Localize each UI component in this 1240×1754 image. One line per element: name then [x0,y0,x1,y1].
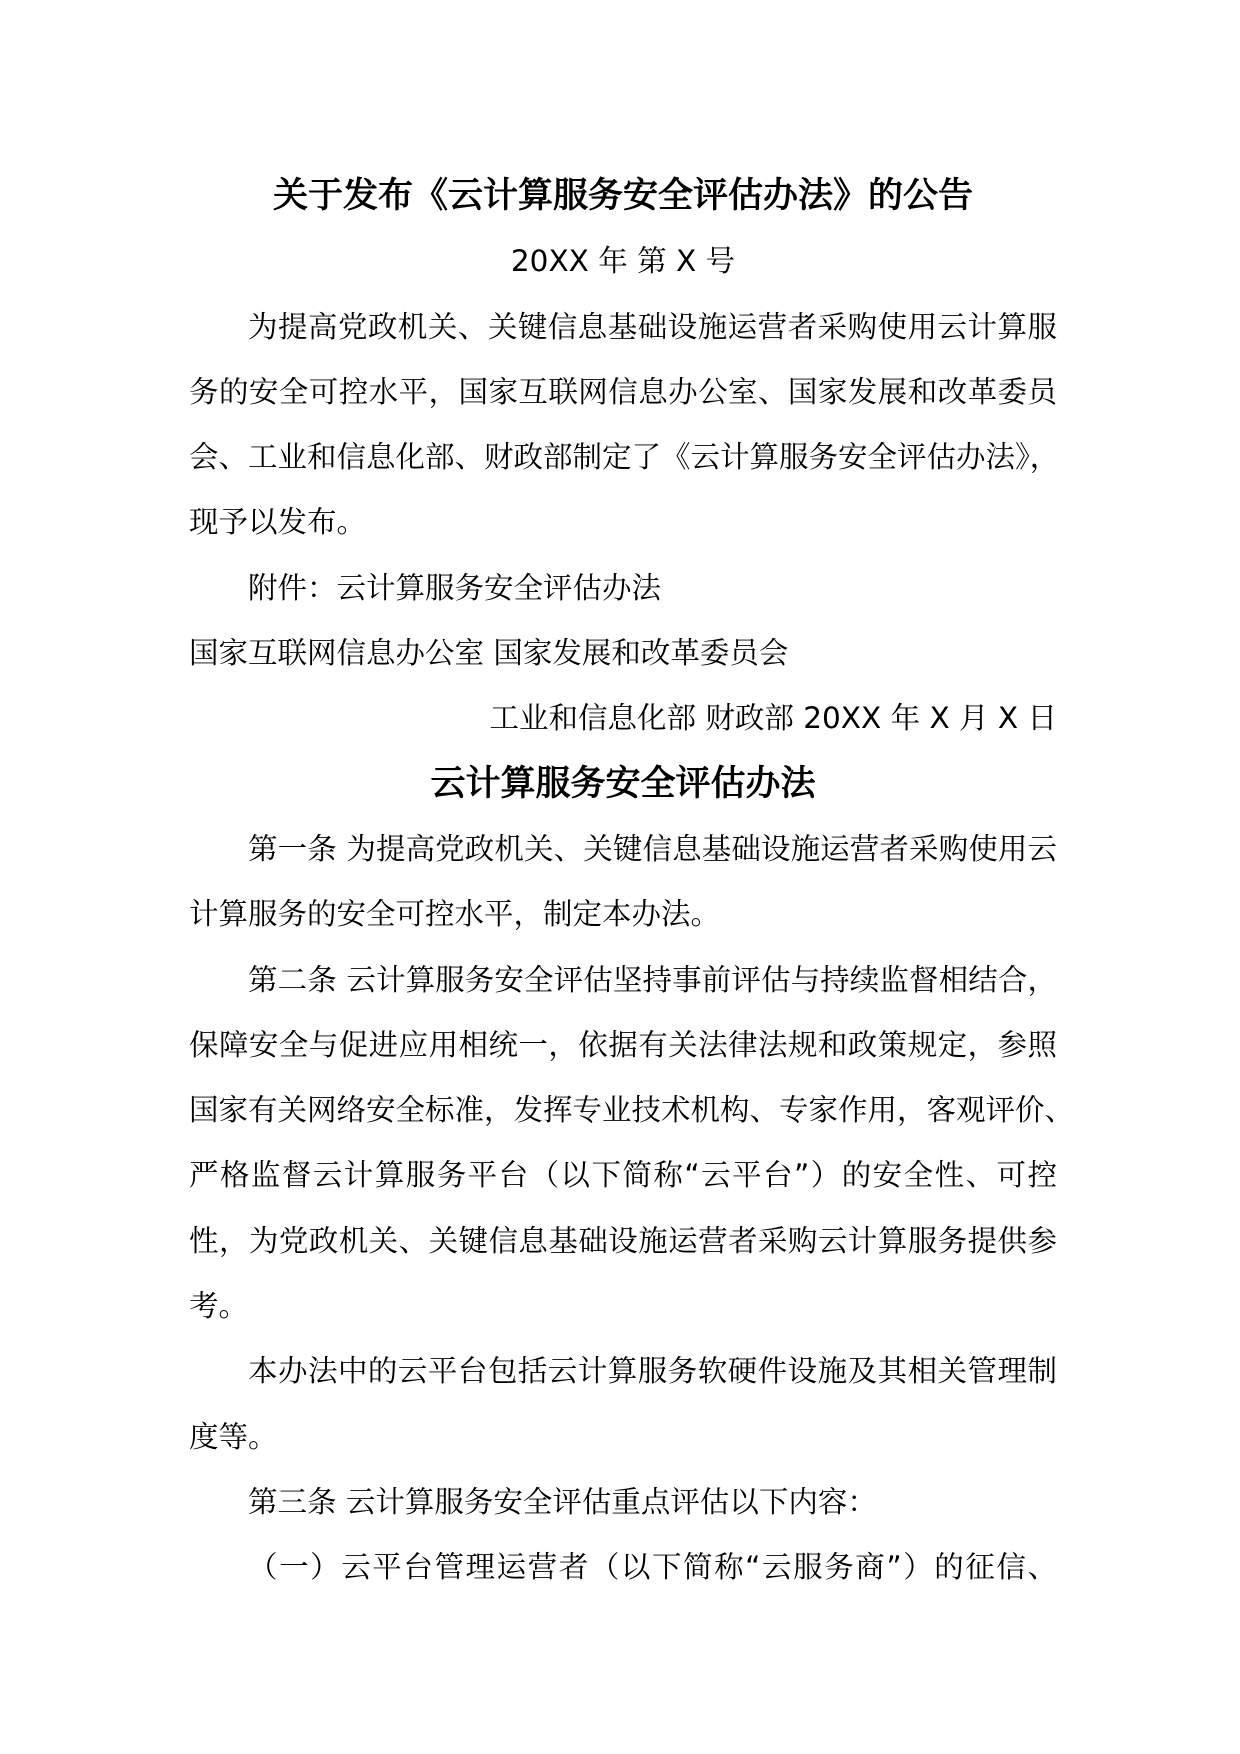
paragraph-line: 第二条 云计算服务安全评估坚持事前评估与持续监督相结合， [248,962,1057,997]
paragraph-line: 性，为党政机关、关键信息基础设施运营者采购云计算服务提供参 [189,1223,1057,1258]
issuing-agencies: 国家互联网信息办公室 国家发展和改革委员会 [189,636,789,671]
paragraph-line: 为提高党政机关、关键信息基础设施运营者采购使用云计算服 [248,309,1057,344]
paragraph-line: 国家有关网络安全标准，发挥专业技术机构、专家作用，客观评价、 [189,1093,1075,1128]
article-2-paragraph [189,948,1075,1340]
paragraph-line: （一）云平台管理运营者（以下简称“云服务商”）的征信、 [248,1550,1057,1585]
article-1-paragraph [189,817,1057,948]
paragraph-line: 第一条 为提高党政机关、关键信息基础设施运营者采购使用云 [248,831,1057,866]
issuing-agencies-date: 工业和信息化部 财政部 20XX 年 X 月 X 日 [489,701,1057,736]
notice-title: 关于发布《云计算服务安全评估办法》的公告 [272,176,973,216]
article-3-paragraph [189,1470,1057,1535]
paragraph-line: 计算服务的安全可控水平，制定本办法。 [189,897,721,932]
notice-intro-paragraph [189,295,1060,556]
article-2-scope-paragraph [189,1339,1057,1470]
paragraph-line: 度等。 [189,1419,278,1454]
paragraph-line: 务的安全可控水平，国家互联网信息办公室、国家发展和改革委员 [189,374,1057,409]
paragraph-line: 本办法中的云平台包括云计算服务软硬件设施及其相关管理制 [248,1354,1057,1389]
paragraph-line: 考。 [189,1289,249,1324]
document-body [189,164,1075,1601]
paragraph-line: 会、工业和信息化部、财政部制定了《云计算服务安全评估办法》， [189,440,1060,475]
paragraph-line: 现予以发布。 [189,505,367,540]
attachment-line: 附件：云计算服务安全评估办法 [248,570,662,605]
measures-title: 云计算服务安全评估办法 [430,763,816,804]
paragraph-line: 第三条 云计算服务安全评估重点评估以下内容： [248,1484,877,1519]
notice-number: 20XX 年 第 X 号 [510,244,736,279]
article-3-item-1-paragraph [189,1535,1057,1600]
paragraph-line: 严格监督云计算服务平台（以下简称“云平台”）的安全性、可控 [189,1158,1057,1193]
paragraph-line: 保障安全与促进应用相统一，依据有关法律法规和政策规定，参照 [189,1027,1057,1062]
